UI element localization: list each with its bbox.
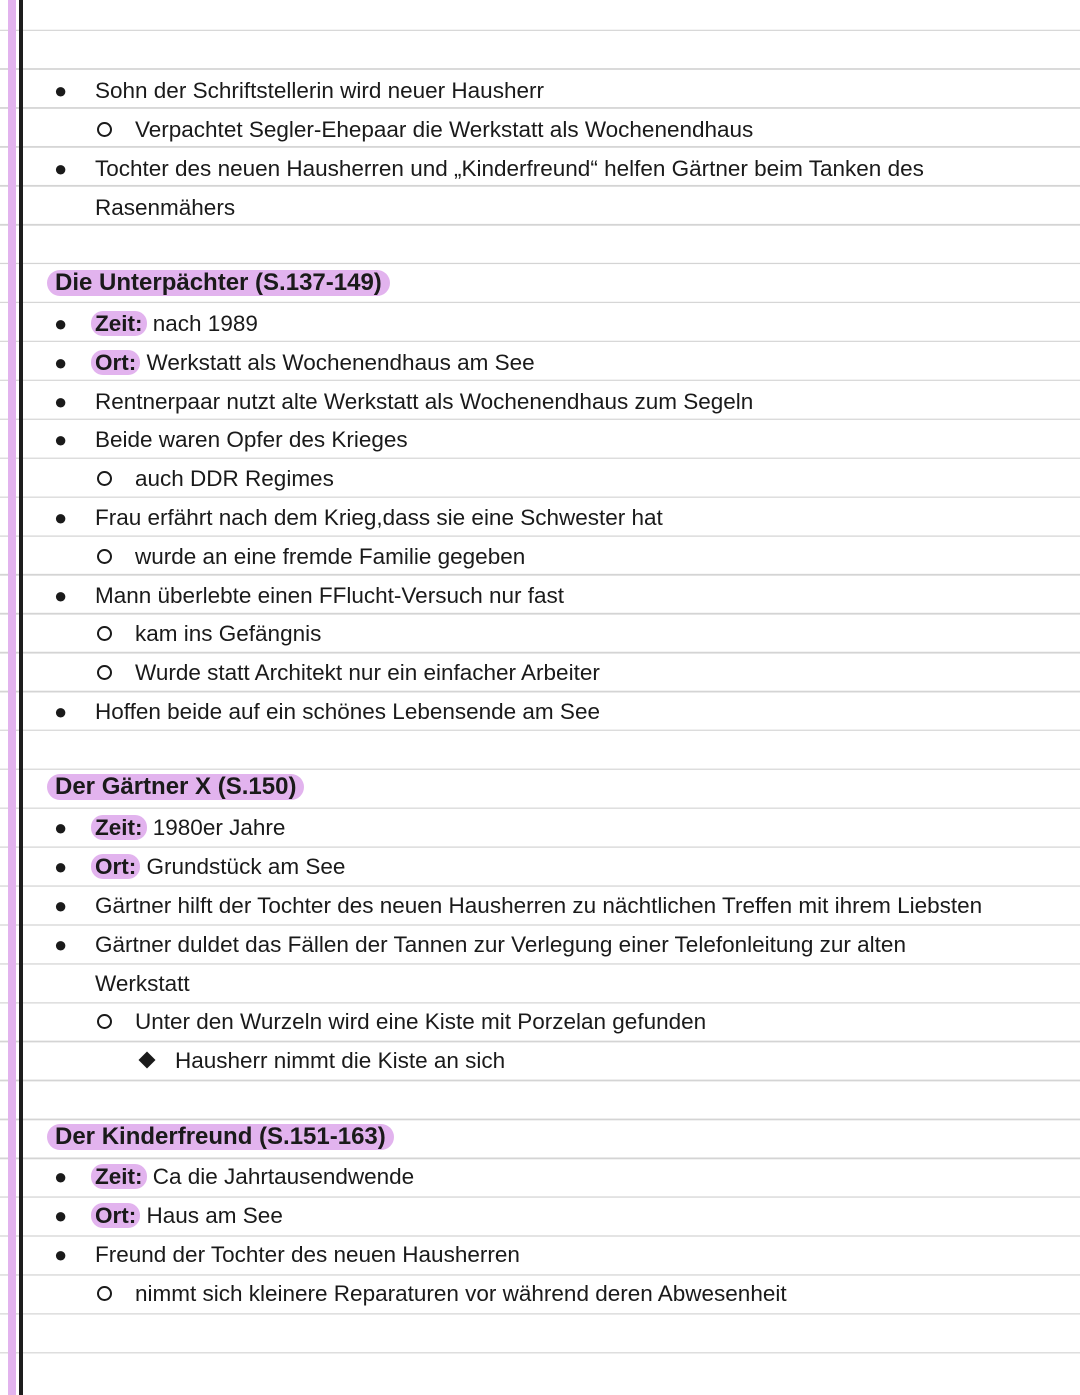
bullet-icon: ● bbox=[54, 1203, 68, 1228]
circle-bullet-icon bbox=[97, 122, 112, 137]
section-heading: Der Kinderfreund (S.151-163) bbox=[47, 1124, 394, 1150]
list-item: ● Freund der Tochter des neuen Hausherren bbox=[0, 1235, 1080, 1274]
list-item: Hausherr nimmt die Kiste an sich bbox=[0, 1041, 1080, 1080]
bullet-icon: ● bbox=[54, 389, 68, 414]
list-item-ort bbox=[0, 343, 1080, 382]
list-item: ● Rentnerpaar nutzt alte Werkstatt als Wochenendhaus zum Segeln bbox=[0, 382, 1080, 421]
list-item-continuation: Rasenmähers bbox=[95, 195, 236, 220]
section-heading: Die Unterpächter (S.137-149) bbox=[47, 270, 390, 296]
list-item: ● Sohn der Schriftstellerin wird neuer Hausherr bbox=[0, 71, 1080, 110]
list-item-ort bbox=[0, 847, 1080, 886]
list-item-continuation: Werkstatt bbox=[95, 971, 190, 996]
ort-value: Werkstatt als Wochenendhaus am See bbox=[146, 350, 535, 375]
circle-bullet-icon bbox=[97, 626, 112, 641]
list-item-zeit bbox=[0, 304, 1080, 343]
list-item: ● Gärtner duldet das Fällen der Tannen zur Verlegung einer Telefonleitung zur alten bbox=[0, 925, 1080, 964]
list-item: ● Frau erfährt nach dem Krieg,dass sie eine Schwester hat bbox=[0, 498, 1080, 537]
ort-label: Ort: bbox=[91, 1203, 140, 1228]
circle-bullet-icon bbox=[97, 1286, 112, 1301]
bullet-icon: ● bbox=[54, 854, 68, 879]
list-item-zeit bbox=[0, 1157, 1080, 1196]
ort-value: Grundstück am See bbox=[146, 854, 346, 879]
bullet-icon: ● bbox=[54, 311, 68, 336]
bullet-icon: ● bbox=[54, 78, 68, 103]
zeit-label: Zeit: bbox=[91, 1164, 147, 1189]
list-item: ● Mann überlebte einen FFlucht-Versuch nur fast bbox=[0, 576, 1080, 615]
circle-bullet-icon bbox=[97, 665, 112, 680]
bullet-icon: ● bbox=[54, 505, 68, 530]
circle-bullet-icon bbox=[97, 549, 112, 564]
bullet-icon: ● bbox=[54, 932, 68, 957]
bullet-icon: ● bbox=[54, 699, 68, 724]
list-item-zeit bbox=[0, 808, 1080, 847]
bullet-icon: ● bbox=[54, 427, 68, 452]
list-item: ● Tochter des neuen Hausherren und „Kinderfreund“ helfen Gärtner beim Tanken des bbox=[0, 149, 1080, 188]
bullet-icon: ● bbox=[54, 815, 68, 840]
list-item: auch DDR Regimes bbox=[0, 459, 1080, 498]
list-item-ort bbox=[0, 1196, 1080, 1235]
bullet-icon: ● bbox=[54, 893, 68, 918]
ort-label: Ort: bbox=[91, 350, 140, 375]
list-item: ● Hoffen beide auf ein schönes Lebensende am See bbox=[0, 692, 1080, 731]
list-item: wurde an eine fremde Familie gegeben bbox=[0, 537, 1080, 576]
ort-value: Haus am See bbox=[146, 1203, 283, 1228]
bullet-icon: ● bbox=[54, 350, 68, 375]
list-item: nimmt sich kleinere Reparaturen vor während deren Abwesenheit bbox=[0, 1274, 1080, 1313]
zeit-label: Zeit: bbox=[91, 815, 147, 840]
diamond-bullet-icon bbox=[139, 1052, 156, 1069]
zeit-value: 1980er Jahre bbox=[152, 815, 286, 840]
ort-label: Ort: bbox=[91, 854, 140, 879]
list-item: Wurde statt Architekt nur ein einfacher Arbeiter bbox=[0, 653, 1080, 692]
bullet-icon: ● bbox=[54, 583, 68, 608]
zeit-label: Zeit: bbox=[91, 311, 147, 336]
list-item: kam ins Gefängnis bbox=[0, 614, 1080, 653]
bullet-icon: ● bbox=[54, 1242, 68, 1267]
zeit-value: nach 1989 bbox=[152, 311, 258, 336]
circle-bullet-icon bbox=[97, 471, 112, 486]
list-item: Unter den Wurzeln wird eine Kiste mit Porzelan gefunden bbox=[0, 1002, 1080, 1041]
circle-bullet-icon bbox=[97, 1014, 112, 1029]
bullet-icon: ● bbox=[54, 1164, 68, 1189]
list-item: ● Gärtner hilft der Tochter des neuen Hausherren zu nächtlichen Treffen mit ihrem Liebsten bbox=[0, 886, 1080, 925]
list-item: ● Beide waren Opfer des Krieges bbox=[0, 420, 1080, 459]
section-heading: Der Gärtner X (S.150) bbox=[47, 774, 304, 800]
zeit-value: Ca die Jahrtausendwende bbox=[152, 1164, 415, 1189]
list-item: Verpachtet Segler-Ehepaar die Werkstatt als Wochenendhaus bbox=[0, 110, 1080, 149]
bullet-icon: ● bbox=[54, 156, 68, 181]
